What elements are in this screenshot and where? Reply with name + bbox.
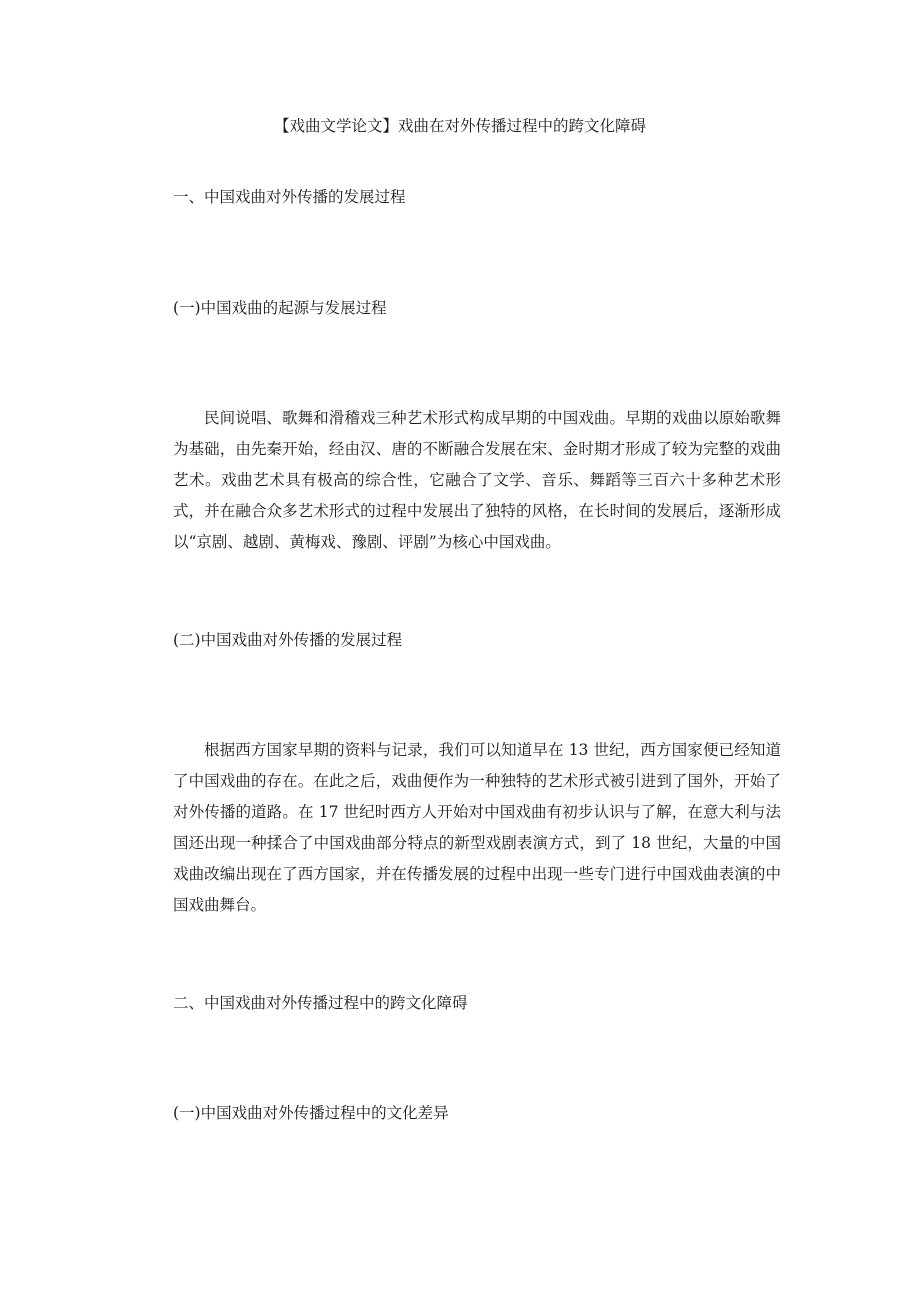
document-title: 【戏曲文学论文】戏曲在对外传播过程中的跨文化障碍 (273, 117, 646, 135)
subsection-2-heading: (二)中国戏曲对外传播的发展过程 (173, 631, 403, 649)
paragraph-origin: 民间说唱、歌舞和滑稽戏三种艺术形式构成早期的中国戏曲。早期的戏曲以原始歌舞为基础，由先秦开始，经由汉、唐的不断融合发展在宋、金时期才形成了较为完整的戏曲艺术。戏曲艺术具有极高的综合性，它融合了文学、音乐、舞蹈等三百六十多种艺术形式，并在融合众多艺术形式的过程中发展出了独特的风格，在长时间的发展后，逐渐形成以“京剧、越剧、黄梅戏、豫剧、评剧”为核心中国戏曲。 (173, 409, 781, 551)
section-1-heading: 一、中国戏曲对外传播的发展过程 (173, 188, 406, 206)
subsection-1-heading: (一)中国戏曲的起源与发展过程 (173, 299, 387, 317)
section-2-heading: 二、中国戏曲对外传播过程中的跨文化障碍 (173, 994, 468, 1012)
subsection-3-heading: (一)中国戏曲对外传播过程中的文化差异 (173, 1104, 449, 1122)
paragraph-spread: 根据西方国家早期的资料与记录，我们可以知道早在 13 世纪，西方国家便已经知道了中国戏曲的存在。在此之后，戏曲便作为一种独特的艺术形式被引进到了国外，开始了对外传播的道路。在 17 世纪时西方人开始对中国戏曲有初步认识与了解，在意大利与法国还出现一种揉合了中国戏曲部分特点的新型戏剧表演方式，到了 18 世纪，大量的中国戏曲改编出现在了西方国家，并在传播发展的过程中出现一些专门进行中国戏曲表演的中国戏曲舞台。 (173, 741, 781, 914)
